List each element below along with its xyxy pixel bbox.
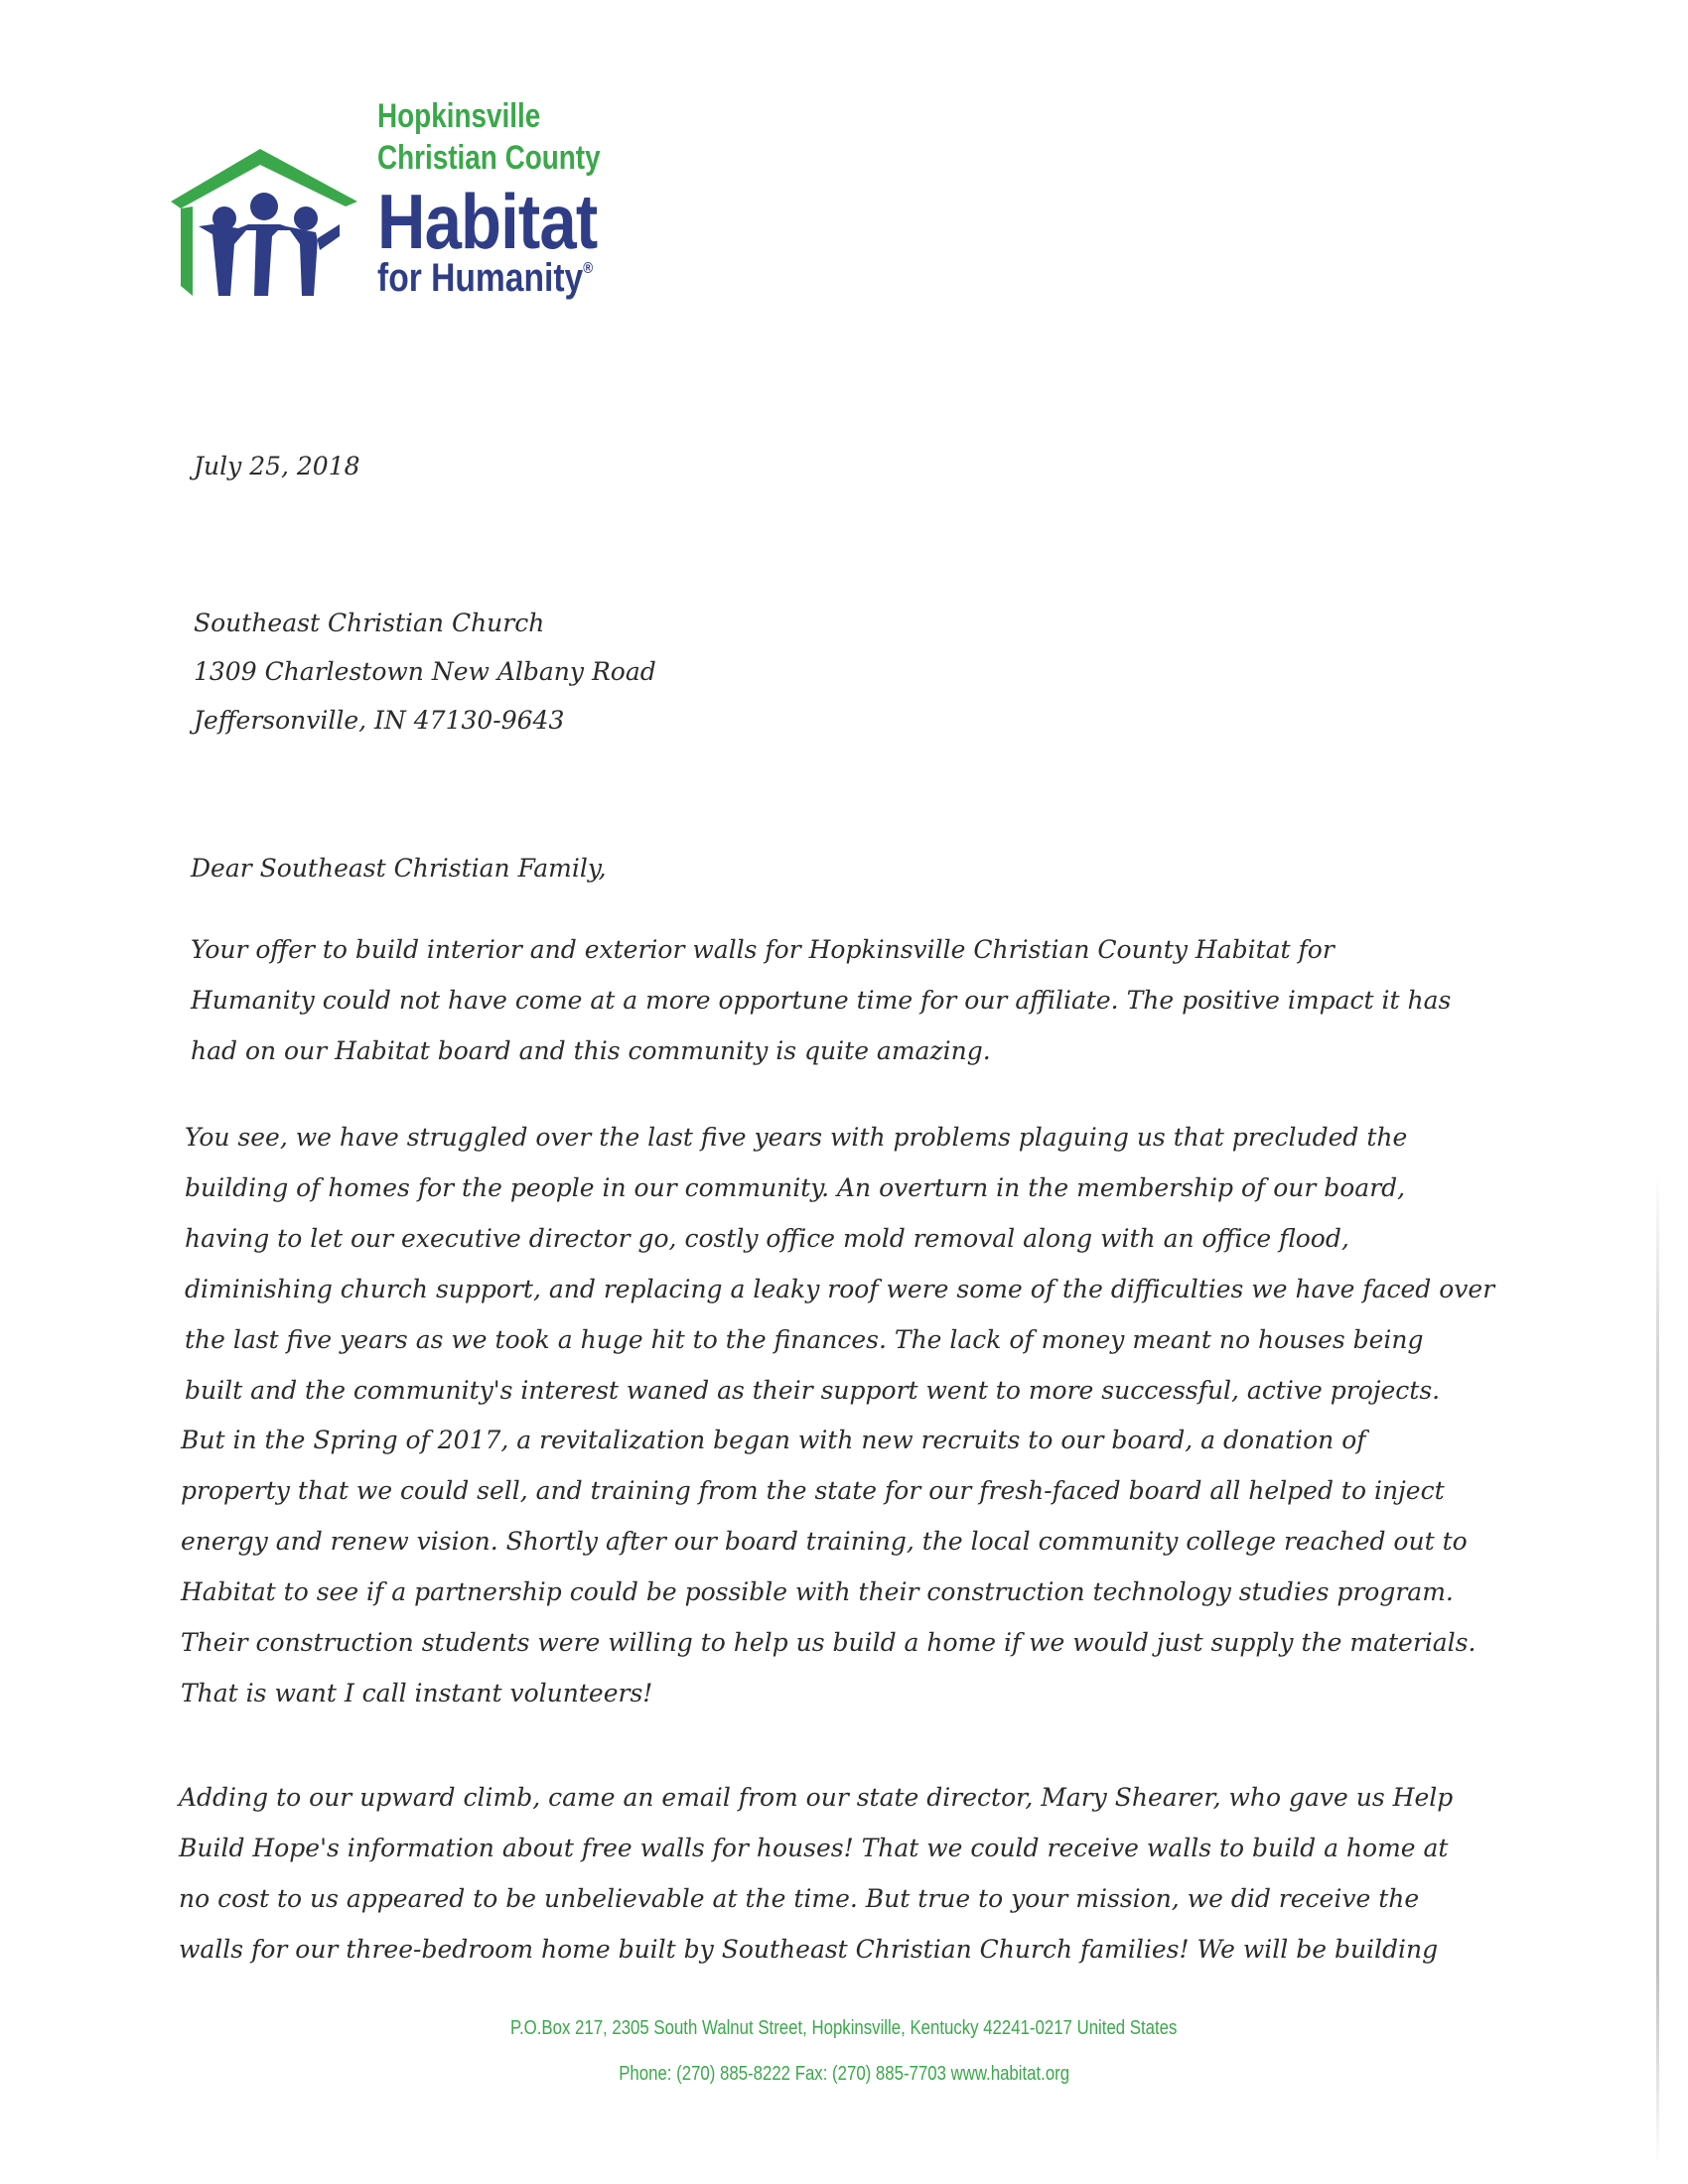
text-line: walls for our three-bedroom home built by Southeast Christian Church families! We will be building [179, 1935, 1439, 1964]
registered-mark: ® [583, 260, 594, 277]
text-line: property that we could sell, and training from the state for our fresh-faced board all helped to inject [181, 1476, 1445, 1505]
text-line: Build Hope's information about free walls for houses! That we could receive walls to build a home at [179, 1834, 1449, 1862]
text-line: building of homes for the people in our community. An overturn in the membership of our board, [185, 1173, 1406, 1202]
text-line: That is want I call instant volunteers! [181, 1679, 653, 1707]
paragraph-2 [185, 1112, 1495, 1416]
text-line: had on our Habitat board and this community is quite amazing. [191, 1036, 991, 1065]
paragraph-3 [181, 1415, 1477, 1718]
text-line: Adding to our upward climb, came an email from our state director, Mary Shearer, who gave us Help [179, 1783, 1454, 1812]
text-line: Habitat to see if a partnership could be possible with their construction technology studies program. [181, 1577, 1454, 1606]
address-line: Southeast Christian Church [194, 609, 545, 637]
letter-date: July 25, 2018 [194, 452, 360, 480]
text-line: the last five years as we took a huge hit to the finances. The lack of money meant no houses being [185, 1325, 1424, 1354]
habitat-logo [169, 99, 665, 328]
text-line: Humanity could not have come at a more opportune time for our affiliate. The positive impact it has [191, 986, 1452, 1015]
text-line: But in the Spring of 2017, a revitalization began with new recruits to our board, a donation of [181, 1426, 1366, 1454]
logo-for-humanity-text [377, 258, 593, 298]
logo-habitat-text: Habitat [377, 178, 598, 265]
text-line: Their construction students were willing to help us build a home if we would just supply the materials. [181, 1628, 1477, 1657]
paragraph-4 [179, 1772, 1465, 1975]
logo-county-text: Christian County [377, 139, 601, 177]
paragraph-1 [191, 924, 1477, 1076]
text-line: Your offer to build interior and exterior walls for Hopkinsville Christian County Habitat for [191, 935, 1335, 964]
recipient-address [194, 599, 656, 745]
logo-city-text: Hopkinsville [377, 97, 541, 135]
text-line: no cost to us appeared to be unbelievable at the time. But true to your mission, we did receive the [179, 1884, 1420, 1913]
footer-contact: Phone: (270) 885-8222 Fax: (270) 885-7703 www.habitat.org [619, 2063, 1069, 2085]
logo-for-humanity-label: for Humanity [377, 256, 584, 300]
house-people-icon [169, 147, 367, 306]
logo-wordmark [377, 99, 649, 298]
text-line: having to let our executive director go, costly office mold removal along with an office flood, [185, 1224, 1349, 1253]
address-line: Jeffersonville, IN 47130-9643 [194, 706, 565, 735]
footer-address: P.O.Box 217, 2305 South Walnut Street, Hopkinsville, Kentucky 42241-0217 United States [510, 2017, 1178, 2039]
salutation: Dear Southeast Christian Family, [191, 854, 607, 883]
text-line: energy and renew vision. Shortly after our board training, the local community college reached out to [181, 1527, 1468, 1556]
text-line: diminishing church support, and replacing a leaky roof were some of the difficulties we have faced over [185, 1275, 1495, 1303]
text-line: You see, we have struggled over the last five years with problems plaguing us that precluded the [185, 1123, 1408, 1152]
letterhead-footer [0, 2005, 1688, 2097]
text-line: built and the community's interest waned as their support went to more successful, active projects. [185, 1376, 1441, 1405]
address-line: 1309 Charlestown New Albany Road [194, 657, 656, 686]
